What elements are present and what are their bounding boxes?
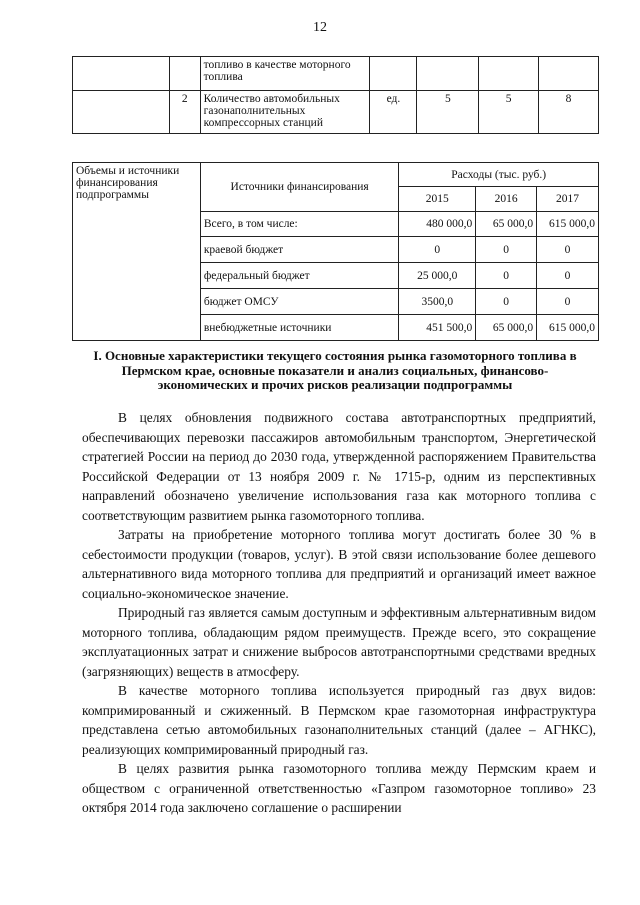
- source-name: краевой бюджет: [200, 237, 399, 263]
- amount-cell: 0: [537, 237, 599, 263]
- row-number: 2: [169, 91, 200, 134]
- source-name: Всего, в том числе:: [200, 212, 399, 237]
- row-number: [169, 57, 200, 91]
- table-row: [73, 91, 599, 134]
- amount-cell: 0: [476, 237, 537, 263]
- source-name: внебюджетные источники: [200, 315, 399, 341]
- indicator-name: Количество автомобильных газонаполнительных компрессорных станций: [200, 91, 370, 134]
- indicator-name: топливо в качестве моторного топлива: [200, 57, 370, 91]
- unit-cell: [370, 57, 417, 91]
- source-name: федеральный бюджет: [200, 263, 399, 289]
- paragraph: Природный газ является самым доступным и эффективным альтернативным видом моторного топлива, обладающим рядом преимуществ. Прежде всего, это сокращение эксплуатационных затрат и снижение выбросов автотранспортными средствами вредных (загрязняющих) веществ в атмосферу.: [82, 605, 596, 679]
- amount-cell: 615 000,0: [537, 212, 599, 237]
- sources-header: Источники финансирования: [200, 163, 399, 212]
- year-header: 2017: [537, 187, 599, 212]
- value-cell: 8: [539, 91, 599, 134]
- amount-cell: 0: [476, 263, 537, 289]
- amount-cell: 65 000,0: [476, 315, 537, 341]
- amount-cell: 65 000,0: [476, 212, 537, 237]
- amount-cell: 25 000,0: [399, 263, 476, 289]
- paragraph: В целях развития рынка газомоторного топлива между Пермским краем и обществом с ограниченной ответственностью «Газпром газомоторное топливо» 23 октября 2014 года заключено соглашение о расширении: [82, 761, 596, 815]
- year-header: 2015: [399, 187, 476, 212]
- value-cell: 5: [417, 91, 479, 134]
- amount-cell: 451 500,0: [399, 315, 476, 341]
- amount-cell: 480 000,0: [399, 212, 476, 237]
- table-cell: [73, 57, 170, 91]
- page-number: 12: [313, 20, 327, 35]
- table-row: [73, 57, 599, 91]
- section-heading: I. Основные характеристики текущего состояния рынка газомоторного топлива в Пермском крае, основные показатели и анализ социальных, финансово-экономических и прочих рисков реализации подпрограммы: [93, 348, 577, 392]
- body-text: [82, 408, 596, 818]
- year-header: 2016: [476, 187, 537, 212]
- amount-cell: 615 000,0: [537, 315, 599, 341]
- unit-cell: ед.: [370, 91, 417, 134]
- value-cell: 5: [479, 91, 539, 134]
- amount-cell: 0: [537, 263, 599, 289]
- table-row: [73, 163, 599, 187]
- source-name: бюджет ОМСУ: [200, 289, 399, 315]
- value-cell: [479, 57, 539, 91]
- amount-cell: 0: [476, 289, 537, 315]
- amount-cell: 3500,0: [399, 289, 476, 315]
- amount-cell: 0: [399, 237, 476, 263]
- value-cell: [539, 57, 599, 91]
- expenses-header: Расходы (тыс. руб.): [399, 163, 599, 187]
- finance-label: Объемы и источники финансирования подпрограммы: [73, 163, 201, 341]
- paragraph: В качестве моторного топлива используется природный газ двух видов: компримированный и сжиженный. В Пермском крае газомоторная инфраструктура представлена сетью автомобильных газонаполнительных станций (далее – АГНКС), реализующих компримированный природный газ.: [82, 683, 596, 757]
- paragraph: В целях обновления подвижного состава автотранспортных предприятий, обеспечивающих перевозки пассажиров автомобильным транспортом, Энергетической стратегией России на период до 2030 года, утвержденной распоряжением Правительства Российской Федерации от 13 ноября 2009 г. № 1715-р, одним из перспективных направлений обозначено увеличение использования газа как моторного топлива с соответствующим развитием рынка газомоторного топлива.: [82, 410, 596, 523]
- table-cell: [73, 91, 170, 134]
- paragraph: Затраты на приобретение моторного топлива могут достигать более 30 % в себестоимости продукции (товаров, услуг). В этой связи использование более дешевого альтернативного вида моторного топлива для предприятий и организаций имеет важное социально-экономическое значение.: [82, 527, 596, 601]
- indicators-table: [72, 56, 599, 134]
- value-cell: [417, 57, 479, 91]
- amount-cell: 0: [537, 289, 599, 315]
- finance-table: [72, 162, 599, 341]
